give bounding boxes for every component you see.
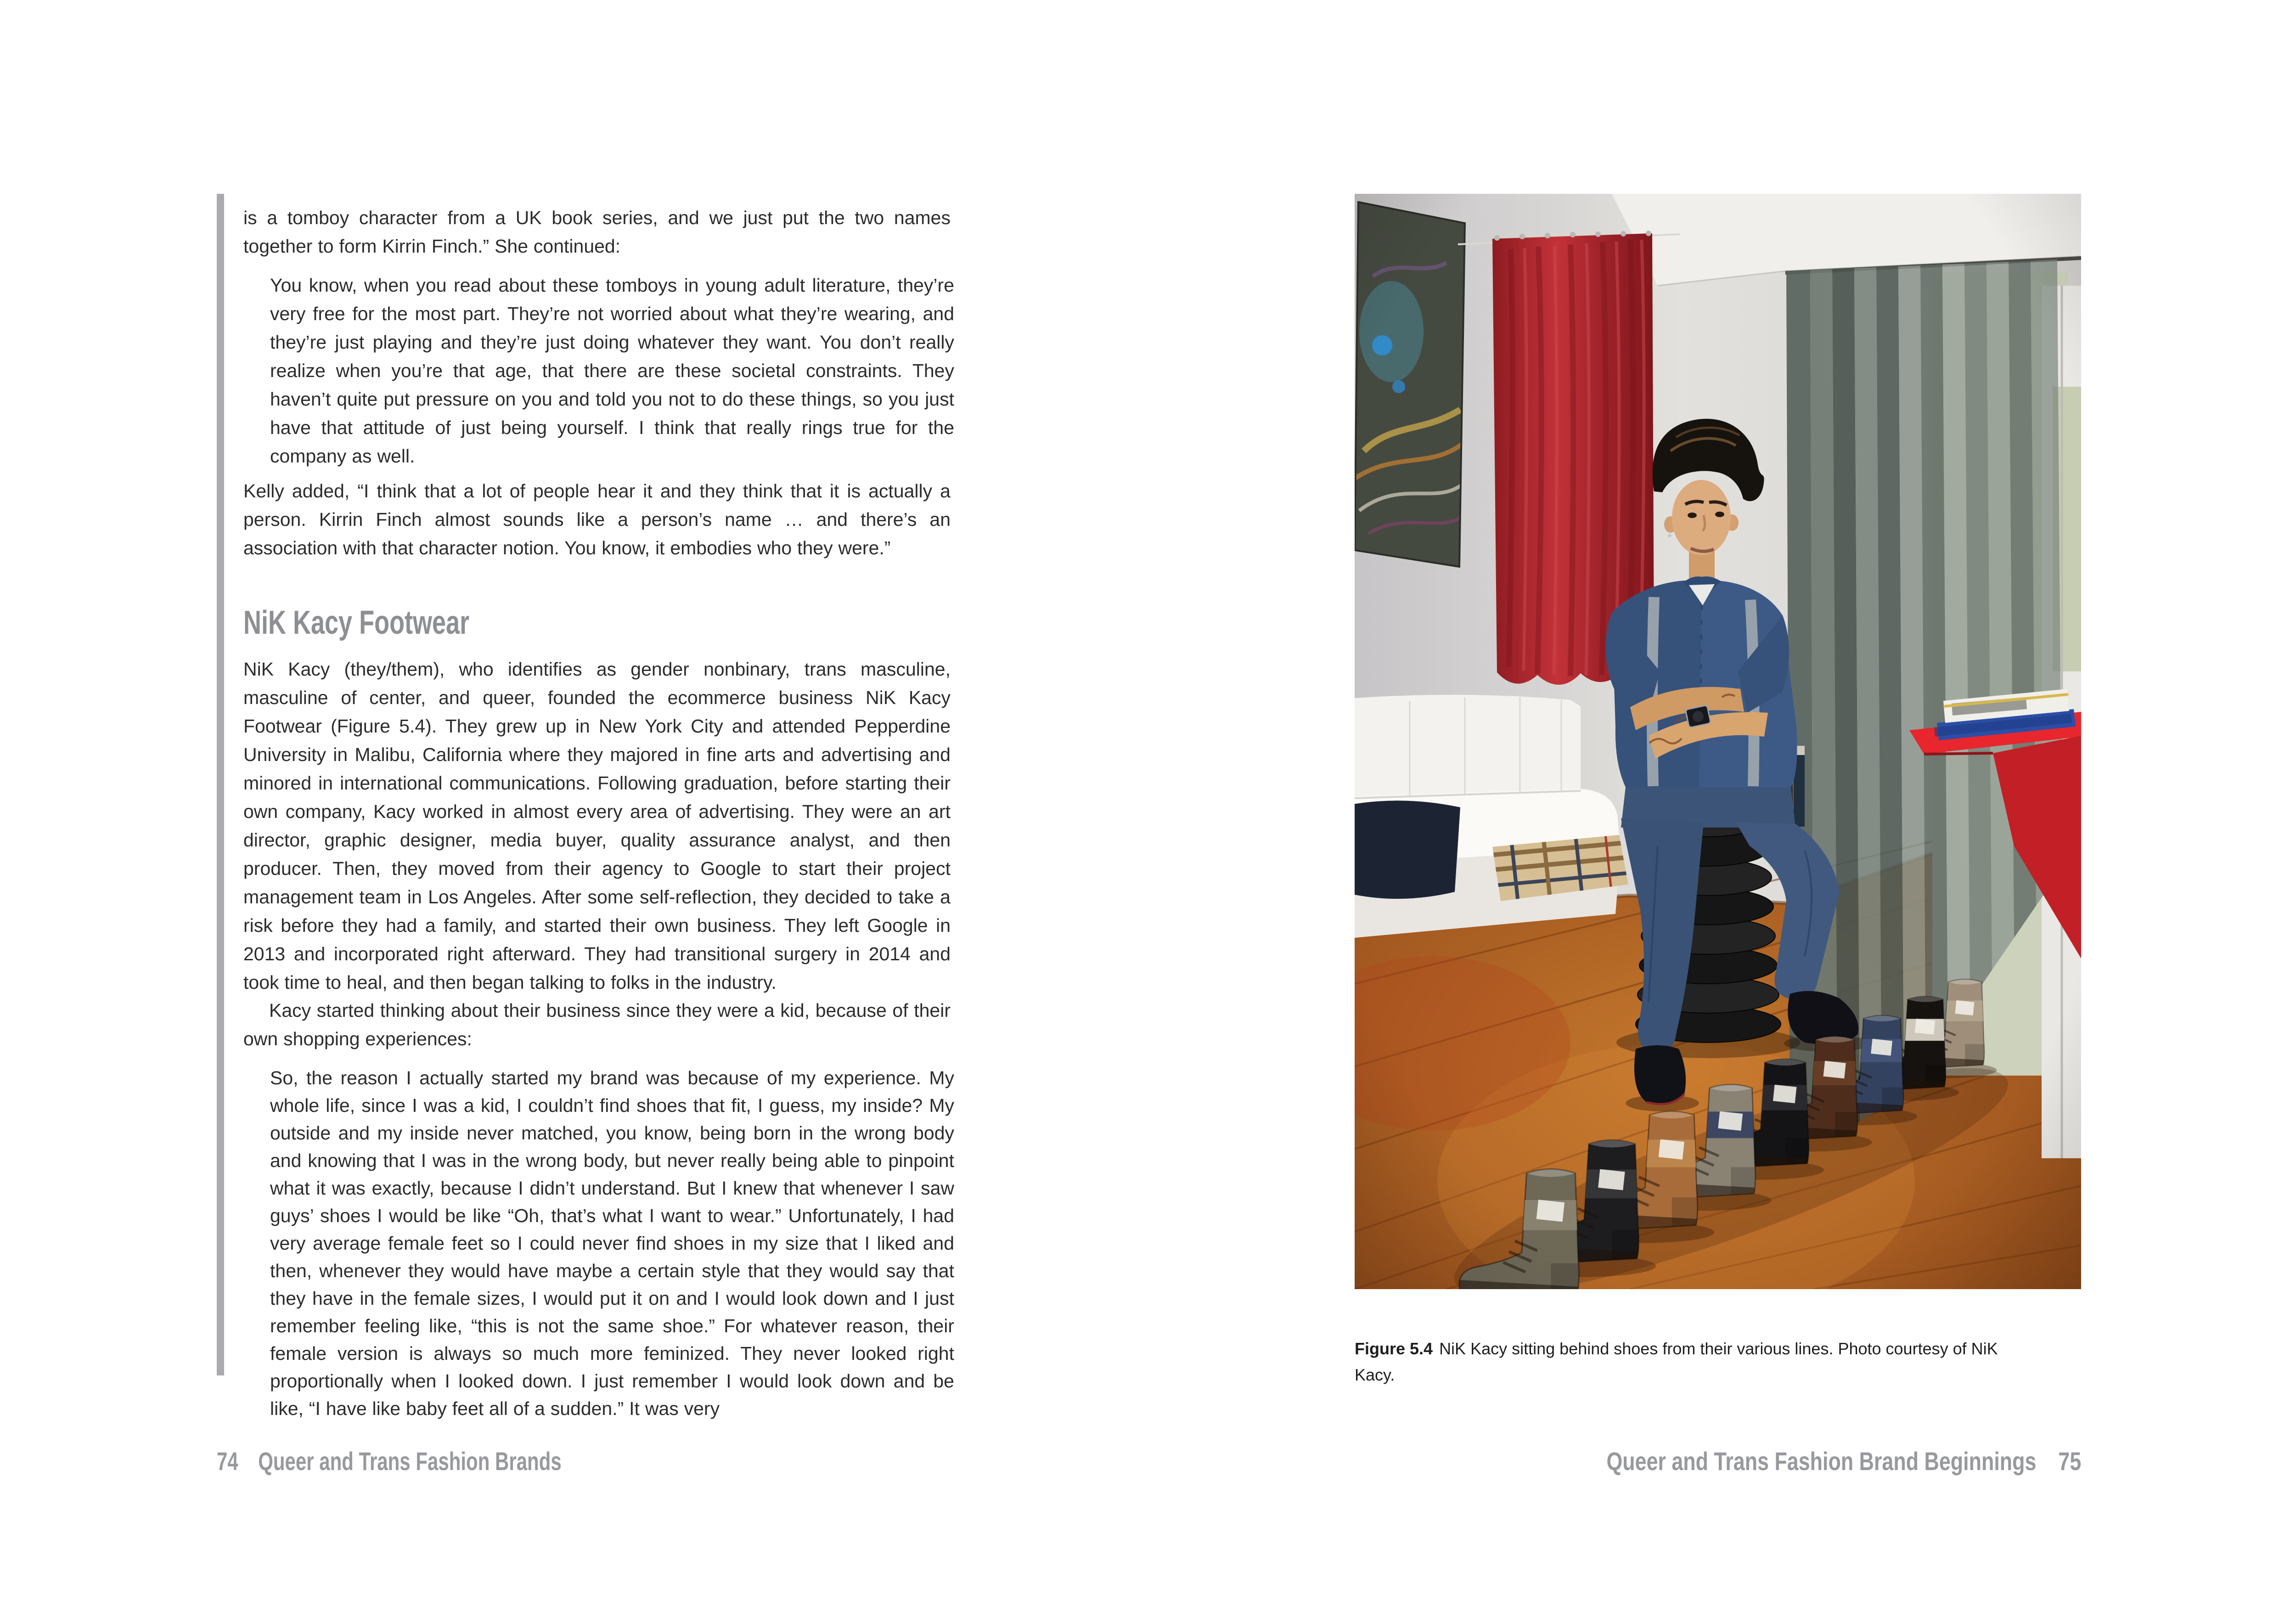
nik-paragraph-2: Kacy started thinking about their business since they were a kid, because of their own shopping experiences:	[243, 1000, 951, 1049]
right-running-title: Queer and Trans Fashion Brand Beginnings	[1606, 1447, 2037, 1476]
left-page-number: 74	[217, 1447, 238, 1476]
left-running-title: Queer and Trans Fashion Brands	[258, 1447, 562, 1476]
right-running-footer	[1488, 1448, 2081, 1475]
figure-caption-text: NiK Kacy sitting behind shoes from their various lines. Photo courtesy of NiK Kacy.	[1355, 1339, 1998, 1384]
left-running-footer	[217, 1448, 676, 1475]
block-quote-2: So, the reason I actually started my brand was because of my experience. My whole life, since I was a kid, I couldn’t find shoes that fit, I guess, my inside? My outside and my inside never matched, you know, being born in the wrong body and knowing that I was in the wrong body, but never really being able to pinpoint what it was exactly, because I didn’t understand. But I knew that whenever I saw guys’ shoes I would be like “Oh, that’s what I want to wear.” Unfortunately, I had very average female feet so I could never find shoes in my size that I liked and then, whenever they would have maybe a certain style that they would say that they have in the female sizes, I would put it on and I would look down and I just remember feeling like, “this is not the same shoe.” For whatever reason, their female version is always so much more feminized. They never looked right proportionally when I looked down. I just remember I would look down and be like, “I have like baby feet all of a sudden.” It was very	[270, 1067, 954, 1419]
figure-caption-label: Figure 5.4	[1355, 1339, 1433, 1358]
section-heading-text: NiK Kacy Footwear	[243, 604, 470, 641]
figure-image	[1355, 194, 2081, 1289]
opening-paragraph: is a tomboy character from a UK book series, and we just put the two names together to form Kirrin Finch.” She continued:	[243, 207, 951, 257]
vignette	[1355, 194, 2081, 1289]
section-heading	[243, 605, 545, 640]
kelly-paragraph: Kelly added, “I think that a lot of people hear it and they think that it is actually a person. Kirrin Finch almost sounds like a person’s name … and there’s an association with that character notion. You know, it embodies who they were.”	[243, 480, 951, 558]
nik-paragraph-1: NiK Kacy (they/them), who identifies as gender nonbinary, trans masculine, masculine of center, and queer, founded the ecommerce business NiK Kacy Footwear (Figure 5.4). They grew up in New York City and attended Pepperdine University in Malibu, California where they majored in fine arts and advertising and minored in international communications. Following graduation, before starting their own company, Kacy worked in almost every area of advertising. They were an art director, graphic designer, media buyer, quality assurance analyst, and then producer. Then, they moved from their agency to Google to start their project management team in Los Angeles. After some self-reflection, they decided to take a risk before they had a family, and started their own business. They left Google in 2013 and incorporated right afterward. They had transitional surgery in 2014 and took time to heal, and then began talking to folks in the industry.	[243, 659, 951, 993]
block-quote-1: You know, when you read about these tomboys in young adult literature, they’re very free for the most part. They’re not worried about what they’re wearing, and they’re just playing and they’re just doing whatever they want. You don’t really realize when you’re that age, that there are these societal constraints. They haven’t quite put pressure on you and told you not to do these things, so you just have that attitude of just being yourself. I think that really rings true for the company as well.	[270, 275, 954, 467]
figure-photo	[1355, 194, 2081, 1289]
right-page-number: 75	[2058, 1447, 2081, 1476]
margin-rule	[217, 194, 224, 1375]
figure-caption	[1355, 1336, 2025, 1388]
